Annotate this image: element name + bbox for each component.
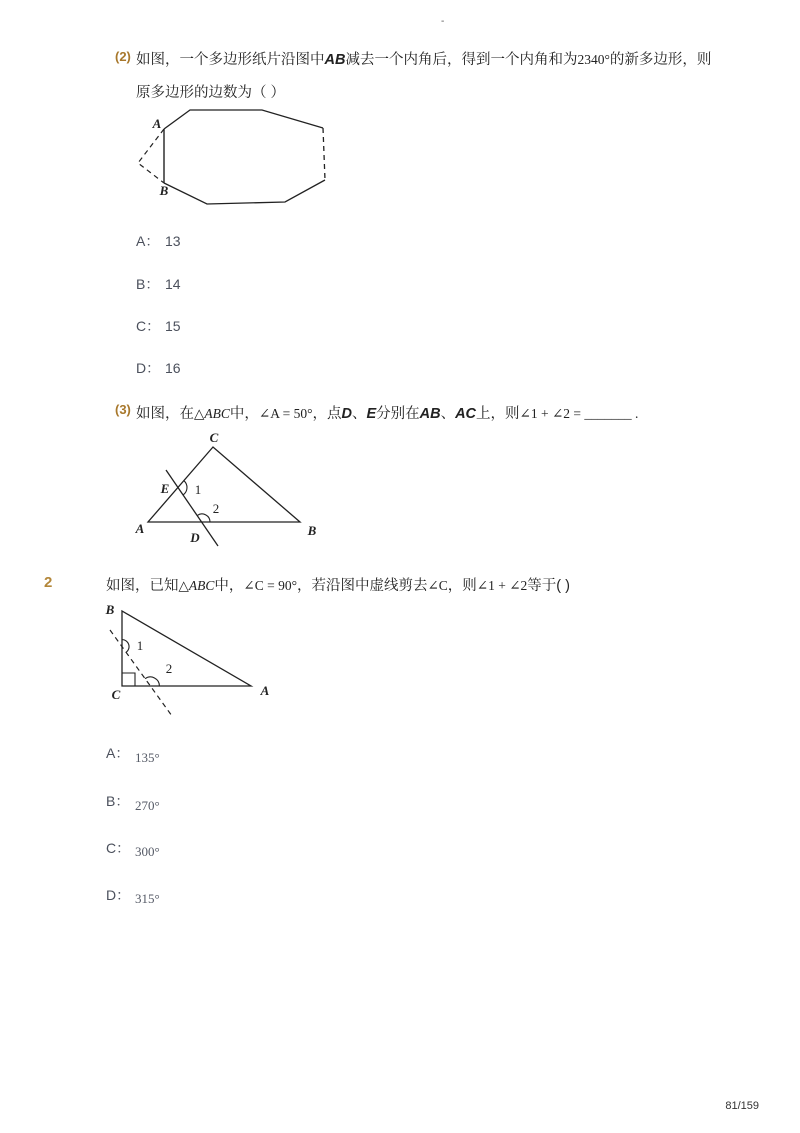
right-triangle-figure <box>100 598 280 720</box>
removed-corner <box>138 129 164 183</box>
stem-text: ，点 <box>312 406 342 422</box>
triangle-figure-q3 <box>130 425 325 550</box>
vertex-label-a: A <box>135 521 145 536</box>
math-expression: △ABC <box>178 578 215 593</box>
option-value: 15 <box>165 318 181 334</box>
question-stem-line-2: 原多边形的边数为（ ） <box>136 85 286 101</box>
right-angle-mark <box>122 673 135 686</box>
math-expression: △ABC <box>194 406 230 421</box>
point-label: E <box>366 406 377 422</box>
point-label-e: E <box>160 481 170 496</box>
polygon-edges-bottom <box>164 180 325 204</box>
vertex-label-b: B <box>307 523 317 538</box>
segment-label: AB <box>324 52 346 68</box>
stem-text: . <box>631 406 639 421</box>
vertex-label-a: A <box>152 116 162 131</box>
angle-1-arc <box>183 481 187 495</box>
stem-text: 分别在 <box>376 406 420 422</box>
vertex-label-b: B <box>105 602 115 617</box>
point-label: D <box>341 406 352 422</box>
vertex-label-c: C <box>209 430 219 445</box>
stem-text: 如图，已知 <box>106 578 179 594</box>
option-value: 300° <box>135 844 160 859</box>
vertex-label-a: A <box>260 683 270 698</box>
angle-1-arc <box>122 640 129 653</box>
vertex-label-c: C <box>111 687 121 702</box>
math-expression: ∠1 + ∠2 <box>476 578 528 593</box>
option-label: D： <box>106 887 131 903</box>
question-stem <box>136 404 638 424</box>
stem-text: 的新多边形，则 <box>609 52 712 68</box>
question-stem-line-1 <box>136 50 711 70</box>
triangle-abc <box>148 447 300 522</box>
option-value: 16 <box>165 360 181 376</box>
math-expression: ∠A = 50° <box>258 406 313 421</box>
option-value: 135° <box>135 750 160 765</box>
angle-label-2: 2 <box>212 501 220 516</box>
angle-label-2: 2 <box>165 661 173 676</box>
question-number: (3) <box>115 402 131 417</box>
polygon-figure <box>130 100 340 212</box>
stem-text: 等于( ) <box>527 578 570 594</box>
angle-label-1: 1 <box>194 482 202 497</box>
stem-text: 中， <box>214 578 244 594</box>
segment-label: AB <box>419 406 441 422</box>
option-label: D： <box>136 360 161 376</box>
stem-text: 中， <box>229 406 259 422</box>
answer-blank-expression: ∠1 + ∠2 = _______ <box>519 406 632 421</box>
option-value: 315° <box>135 891 160 906</box>
stem-text: 减去一个内角后，得到一个内角和为 <box>345 52 578 68</box>
math-expression: ∠C <box>427 578 448 593</box>
stem-text: ，若沿图中虚线剪去 <box>296 578 428 594</box>
option-value: 13 <box>165 233 181 249</box>
option-value: 270° <box>135 798 160 813</box>
stem-text: 、 <box>440 406 456 422</box>
polygon-omitted-edges <box>323 128 325 180</box>
stem-text: 上，则 <box>476 406 520 422</box>
math-expression: ∠C = 90° <box>243 578 297 593</box>
option-label: B： <box>136 276 160 292</box>
option-label: C： <box>106 840 131 856</box>
stem-text: ，则 <box>447 578 477 594</box>
stem-text: 如图，在 <box>136 406 194 422</box>
stem-text: 如图，一个多边形纸片沿图中 <box>136 52 325 68</box>
option-label: B： <box>106 793 130 809</box>
top-mark: - <box>441 16 445 27</box>
point-label-d: D <box>190 530 200 545</box>
question-number: (2) <box>115 49 131 64</box>
option-value: 14 <box>165 276 181 292</box>
angle-label-1: 1 <box>136 638 144 653</box>
vertex-label-b: B <box>159 183 169 198</box>
question-stem <box>106 576 570 596</box>
polygon-edges-top <box>164 110 323 129</box>
option-label: A： <box>106 745 130 761</box>
segment-label: AC <box>455 406 477 422</box>
question-number: 2 <box>44 574 53 591</box>
option-label: C： <box>136 318 161 334</box>
page-number: 81/159 <box>725 1100 759 1112</box>
math-expression: 2340° <box>577 52 610 67</box>
option-label: A： <box>136 233 160 249</box>
stem-text: 、 <box>351 406 367 422</box>
